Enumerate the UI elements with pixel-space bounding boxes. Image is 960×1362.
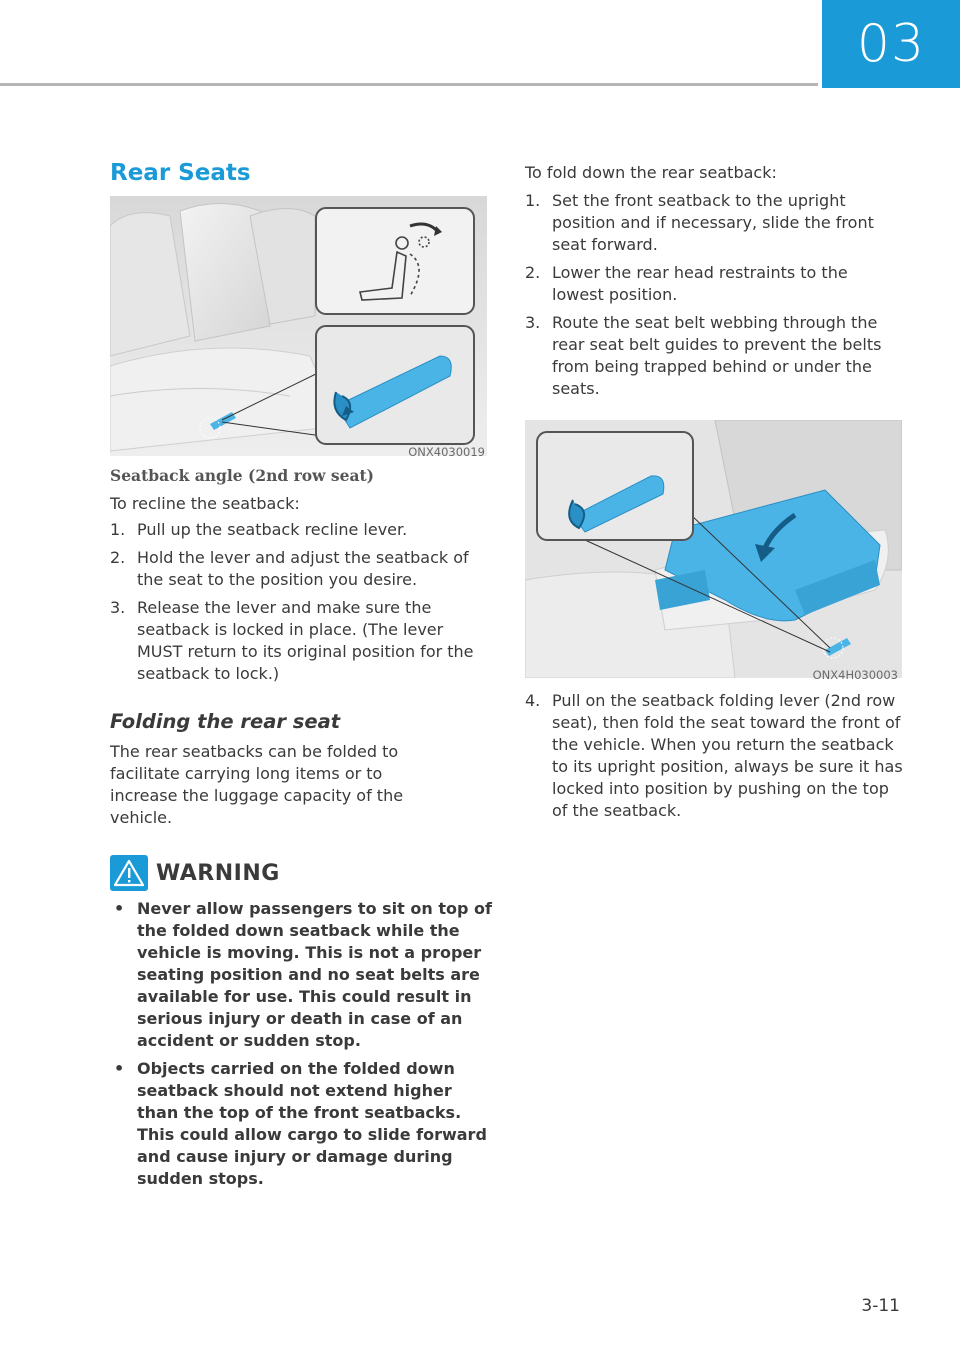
fold-down-intro: To fold down the rear seatback: <box>525 163 777 182</box>
page-number: 3-11 <box>861 1296 900 1316</box>
list-item: 4. Pull on the seatback folding lever (2nd row seat), then fold the seat toward the front of the vehicle. When you return the seatback to its upright position, always be sure it has locked into position by pushing on the top of the seatback. <box>525 691 903 820</box>
figure2-caption: ONX4H030003 <box>812 668 898 682</box>
list-item: 1. Pull up the seatback recline lever. <box>110 520 408 539</box>
fold-down-steps <box>525 190 900 406</box>
fold-down-step-4 <box>525 690 903 828</box>
folding-text: The rear seatbacks can be folded to facilitate carrying long items or to increase the luggage capacity of the vehicle. <box>110 742 404 827</box>
list-item: 1. Set the front seatback to the upright position and if necessary, slide the front seat forward. <box>525 191 874 254</box>
list-item: • Objects carried on the folded down seatback should not extend higher than the top of the front seatbacks. This could allow cargo to slide forward and cause injury or damage during sudden stops. <box>110 1058 492 1190</box>
list-item: 3. Release the lever and make sure the seatback is locked in place. (The lever MUST return to its original position for the seatback to lock.) <box>110 598 474 683</box>
list-item: 2. Hold the lever and adjust the seatback of the seat to the position you desire. <box>110 548 469 589</box>
figure1-caption: ONX4030019 <box>408 445 485 459</box>
chapter-tab: 03 <box>822 0 960 88</box>
section-title: Rear Seats <box>110 160 251 186</box>
warning-heading <box>110 855 280 891</box>
recline-steps <box>110 519 492 691</box>
figure-fold-down <box>525 420 902 678</box>
folding-title: Folding the rear seat <box>110 710 341 733</box>
figure-rear-seat-recline <box>110 196 487 456</box>
fold-seat-illustration <box>525 420 902 678</box>
warning-list <box>110 898 492 1196</box>
warning-icon <box>110 855 148 891</box>
warning-title: WARNING <box>156 860 280 886</box>
subsection-seatback-angle: Seatback angle (2nd row seat) <box>110 466 374 485</box>
header-rule <box>0 83 818 86</box>
list-item: 3. Route the seat belt webbing through the rear seat belt guides to prevent the belts from being trapped behind or under the seats. <box>525 313 882 398</box>
recline-intro: To recline the seatback: <box>110 494 300 513</box>
list-item: • Never allow passengers to sit on top of the folded down seatback while the vehicle is moving. This is not a proper seating position and no seat belts are available for use. This could result in serious injury or death in case of an accident or sudden stop. <box>110 898 492 1052</box>
list-item: 2. Lower the rear head restraints to the lowest position. <box>525 263 848 304</box>
rear-seat-illustration <box>110 196 487 456</box>
